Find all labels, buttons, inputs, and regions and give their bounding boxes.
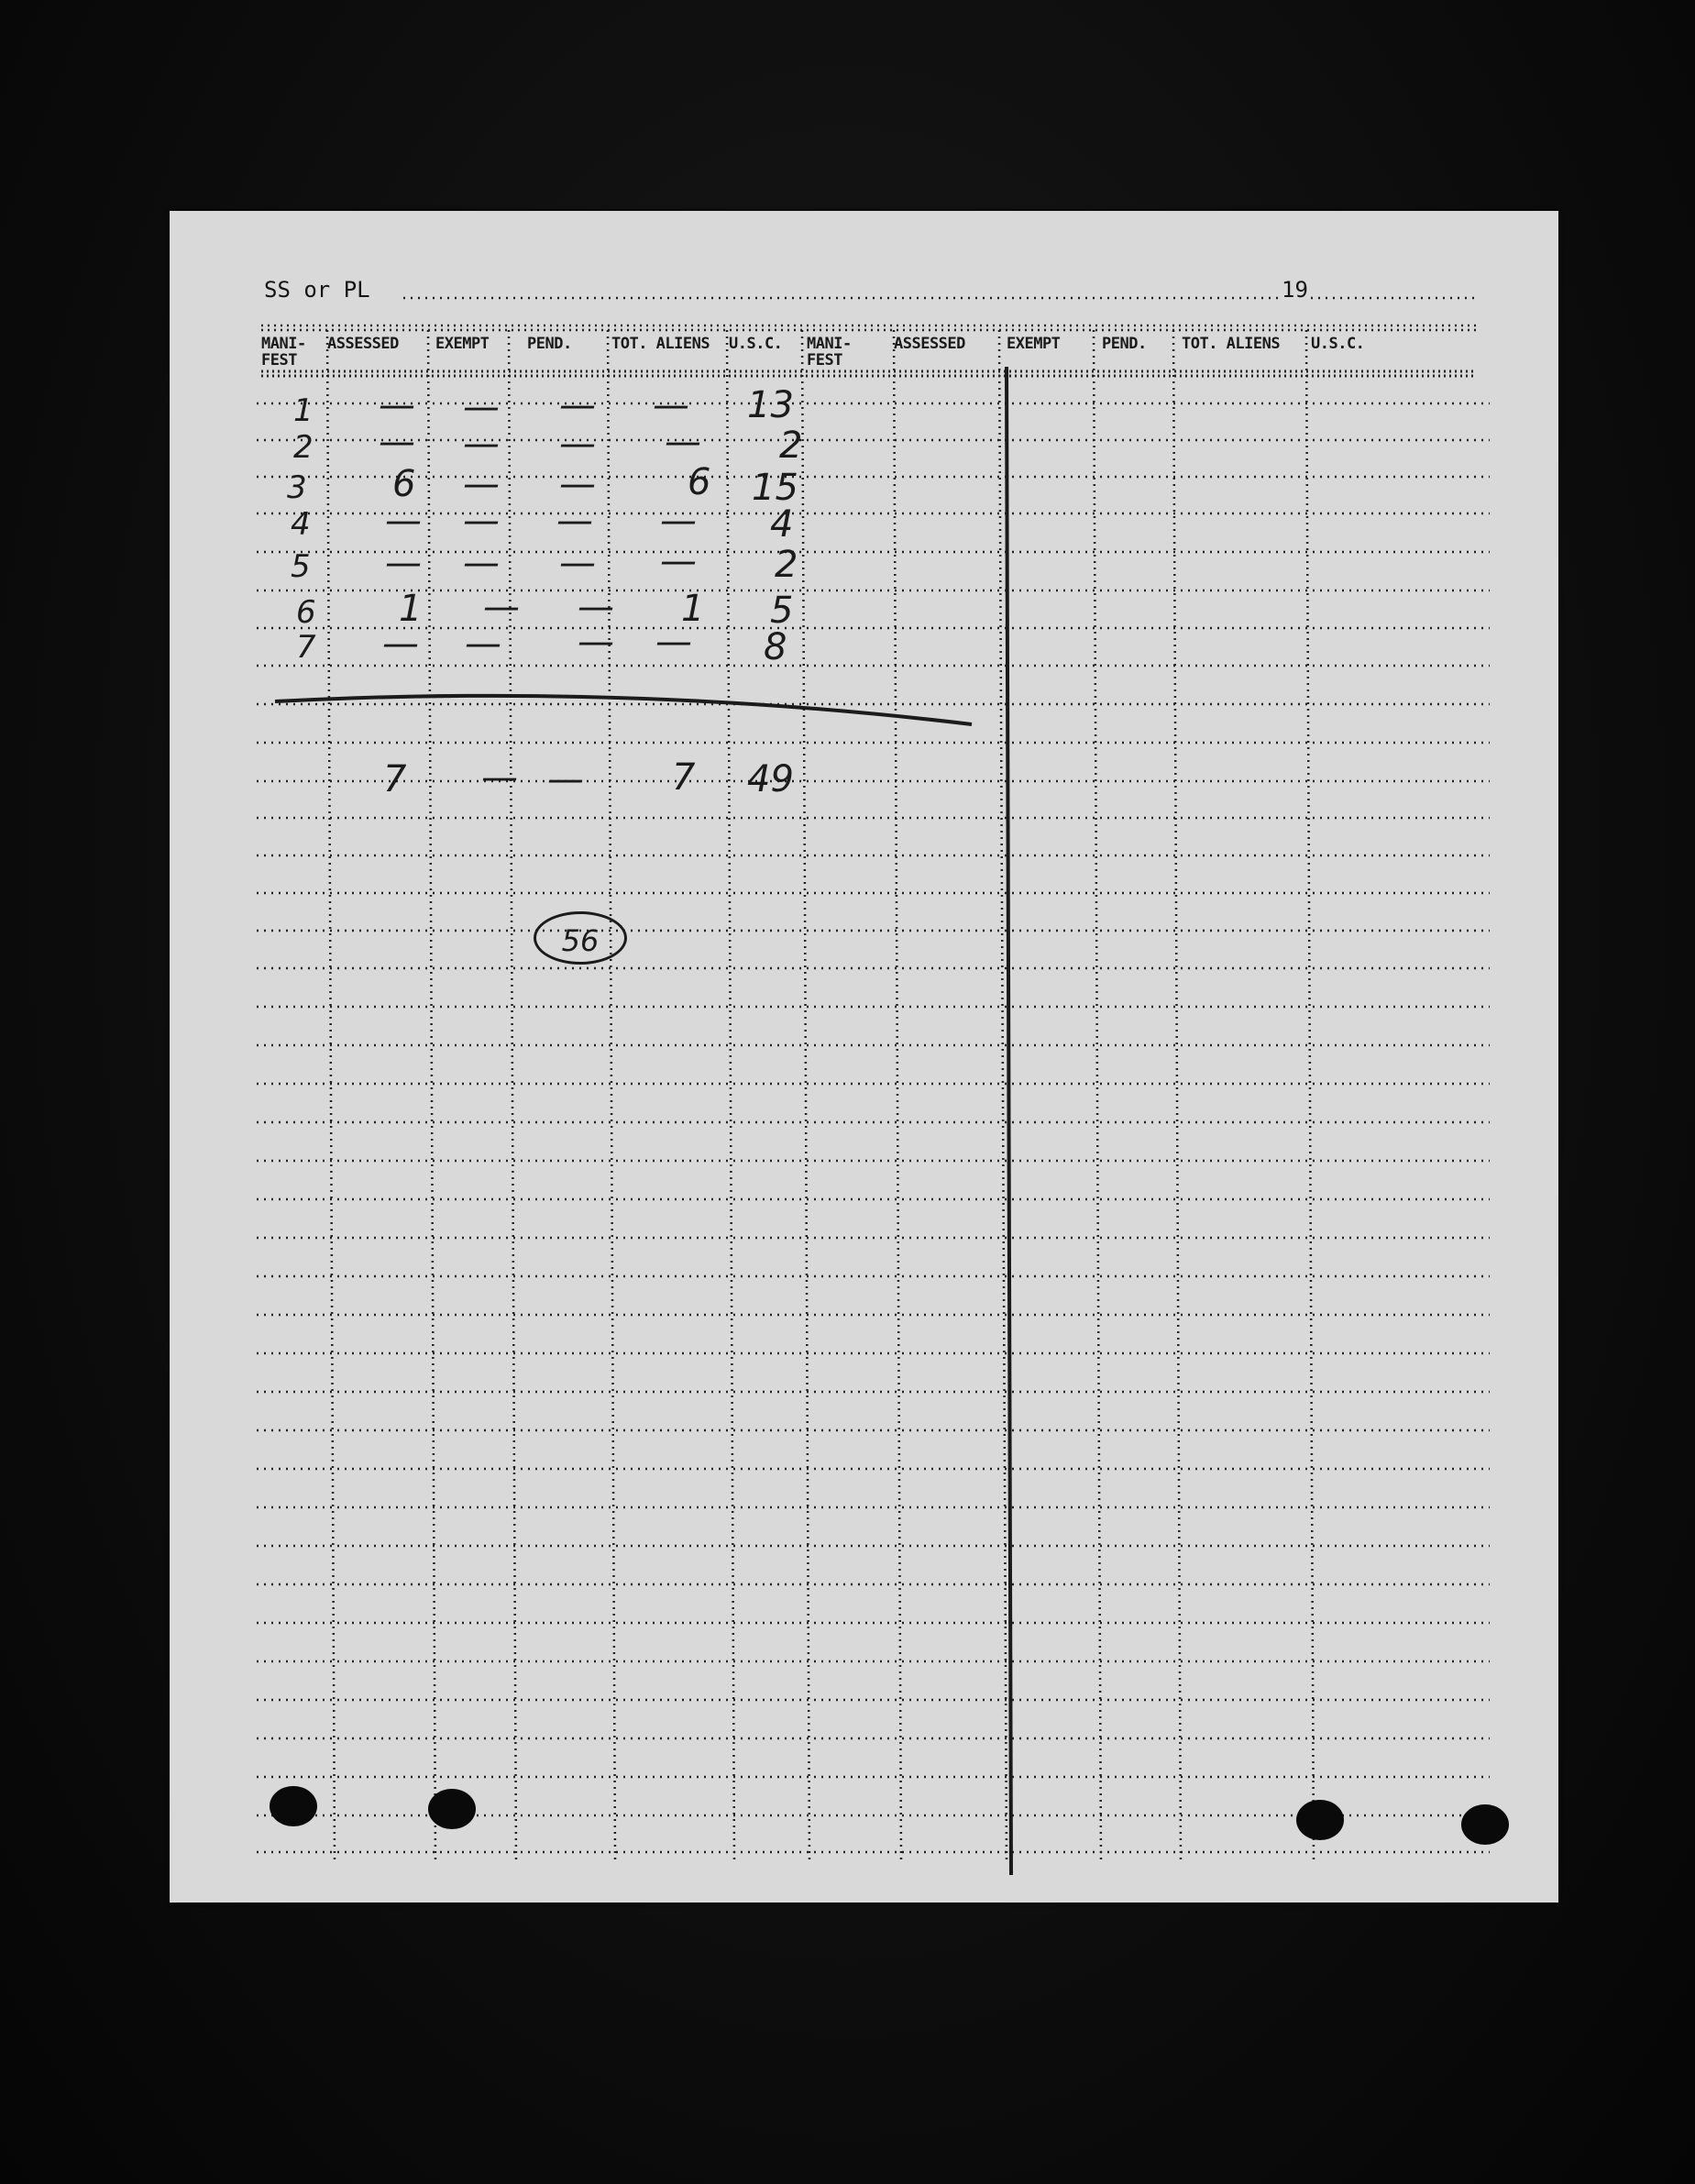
total-pend: — <box>547 758 584 800</box>
row-5-pend: — <box>559 542 596 584</box>
column-rule <box>327 330 335 1861</box>
row-7-assessed: — <box>382 623 419 665</box>
row-3-manifest: 3 <box>287 469 307 506</box>
total-assessed: 7 <box>383 758 407 800</box>
row-3-tot-aliens: 6 <box>688 461 711 503</box>
ss-or-pl-label: SS or PL <box>264 277 370 303</box>
row-6-usc: 5 <box>770 590 794 632</box>
year-prefix: 19 <box>1282 277 1308 303</box>
total-tot-aliens: 7 <box>672 756 696 799</box>
column-rule <box>1306 330 1314 1861</box>
row-3-usc: 15 <box>752 467 798 509</box>
column-rule <box>894 330 901 1861</box>
row-1-usc: 13 <box>747 384 794 426</box>
total-exempt: — <box>481 756 518 799</box>
row-2-pend: — <box>559 423 596 465</box>
row-7-manifest: 7 <box>296 629 316 666</box>
row-5-tot-aliens: — <box>660 540 697 582</box>
header-pend-2: PEND. <box>1102 335 1147 353</box>
row-4-exempt: — <box>463 500 500 542</box>
header-exempt-2: EXEMPT <box>1007 335 1061 353</box>
row-7-usc: 8 <box>764 626 787 668</box>
row-7-tot-aliens: — <box>655 621 692 663</box>
row-4-tot-aliens: — <box>660 500 697 542</box>
punch-hole <box>1296 1800 1344 1840</box>
column-rule <box>802 330 809 1861</box>
header-assessed: ASSESSED <box>327 335 399 353</box>
column-rule <box>727 330 734 1861</box>
row-3-assessed: 6 <box>392 463 416 505</box>
punch-hole <box>270 1786 317 1826</box>
row-1-assessed: — <box>379 384 415 426</box>
row-5-exempt: — <box>463 542 500 584</box>
row-5-manifest: 5 <box>291 548 311 585</box>
row-5-usc: 2 <box>775 544 798 586</box>
row-6-assessed: 1 <box>399 588 423 630</box>
header-tot-aliens-2: TOT. ALIENS <box>1182 335 1281 353</box>
header-assessed-2: ASSESSED <box>894 335 965 353</box>
column-rule <box>509 330 516 1861</box>
row-6-exempt: — <box>483 586 520 628</box>
form-sheet <box>170 211 1558 1903</box>
row-2-tot-aliens: — <box>665 421 701 463</box>
row-4-manifest: 4 <box>291 506 311 543</box>
form-grid <box>170 211 1558 1903</box>
row-4-pend: — <box>556 500 593 542</box>
row-4-usc: 4 <box>770 503 794 546</box>
column-rule <box>608 330 615 1861</box>
header-tot-aliens: TOT. ALIENS <box>611 335 710 353</box>
row-3-exempt: — <box>463 463 500 505</box>
total-usc: 49 <box>747 758 794 800</box>
column-rule <box>428 330 435 1861</box>
column-rule <box>1094 330 1101 1861</box>
row-1-exempt: — <box>463 386 500 428</box>
header-usc: U.S.C. <box>729 335 783 353</box>
row-1-tot-aliens: — <box>653 384 689 426</box>
row-6-tot-aliens: 1 <box>681 588 705 630</box>
row-2-assessed: — <box>379 421 415 463</box>
header-pend: PEND. <box>527 335 572 353</box>
row-6-manifest: 6 <box>296 594 316 631</box>
row-1-manifest: 1 <box>293 392 314 429</box>
row-7-exempt: — <box>465 623 501 665</box>
row-6-pend: — <box>578 586 614 628</box>
circled-grand-total: 56 <box>534 911 627 965</box>
row-2-manifest: 2 <box>293 429 314 466</box>
header-manifest: MANI- FEST <box>261 335 306 370</box>
row-5-assessed: — <box>385 542 422 584</box>
punch-hole <box>428 1789 476 1829</box>
row-3-pend: — <box>559 463 596 505</box>
row-4-assessed: — <box>385 500 422 542</box>
header-exempt: EXEMPT <box>435 335 490 353</box>
punch-hole <box>1461 1804 1509 1845</box>
row-7-pend: — <box>578 621 614 663</box>
row-1-pend: — <box>559 384 596 426</box>
row-2-usc: 2 <box>779 425 803 467</box>
center-divider <box>1007 367 1011 1875</box>
column-rule <box>1173 330 1181 1861</box>
row-2-exempt: — <box>463 423 500 465</box>
header-usc-2: U.S.C. <box>1311 335 1365 353</box>
handwritten-sum-line <box>275 696 972 724</box>
header-manifest-2: MANI- FEST <box>807 335 852 370</box>
